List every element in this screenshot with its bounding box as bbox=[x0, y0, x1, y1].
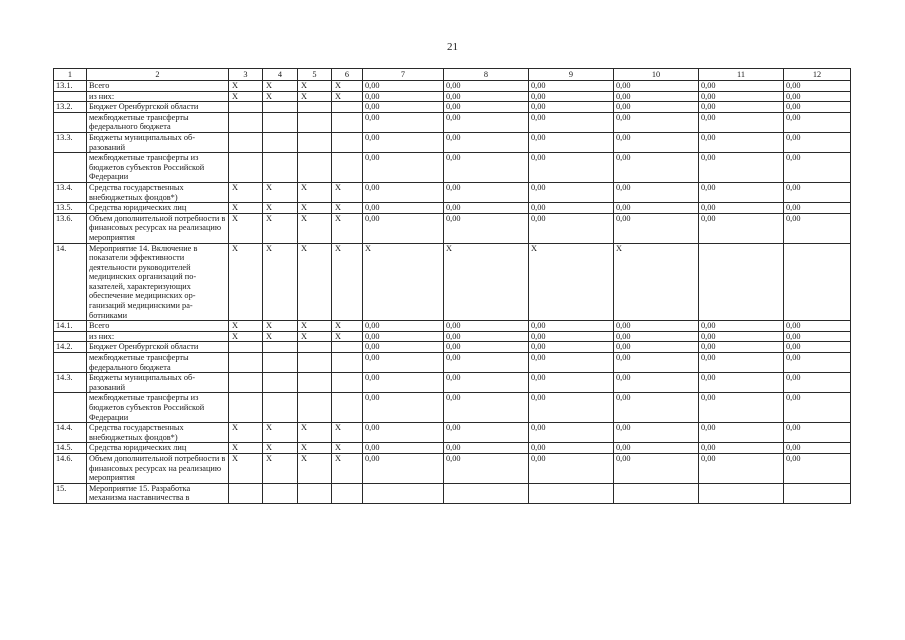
value-cell: 0,00 bbox=[614, 423, 699, 443]
mark-cell: X bbox=[263, 243, 298, 321]
row-label-cell: Объем дополнительной потребности в финансовых ресурсах на реализацию мероприятия bbox=[87, 213, 229, 243]
value-cell: 0,00 bbox=[699, 213, 784, 243]
value-cell: 0,00 bbox=[529, 153, 614, 183]
mark-cell bbox=[298, 112, 332, 132]
value-cell: 0,00 bbox=[444, 353, 529, 373]
value-cell: 0,00 bbox=[614, 102, 699, 113]
mark-cell: X bbox=[298, 203, 332, 214]
mark-cell bbox=[229, 353, 263, 373]
row-number-cell bbox=[54, 393, 87, 423]
mark-cell bbox=[229, 102, 263, 113]
mark-cell: X bbox=[332, 213, 363, 243]
value-cell: 0,00 bbox=[363, 331, 444, 342]
mark-cell bbox=[332, 373, 363, 393]
row-number-cell: 14.4. bbox=[54, 423, 87, 443]
table-row bbox=[54, 182, 851, 202]
mark-cell bbox=[298, 342, 332, 353]
mark-cell: X bbox=[298, 331, 332, 342]
value-cell: 0,00 bbox=[699, 153, 784, 183]
mark-cell: X bbox=[229, 182, 263, 202]
row-label-cell: Всего bbox=[87, 81, 229, 92]
mark-cell: X bbox=[263, 453, 298, 483]
table-row bbox=[54, 353, 851, 373]
row-label-cell: Объем дополнительной потребности в финансовых ресурсах на реализацию мероприятия bbox=[87, 453, 229, 483]
value-cell: 0,00 bbox=[444, 342, 529, 353]
mark-cell: X bbox=[263, 203, 298, 214]
mark-cell bbox=[229, 153, 263, 183]
value-cell: 0,00 bbox=[614, 373, 699, 393]
mark-cell: X bbox=[229, 443, 263, 454]
row-label-cell: Средства юридических лиц bbox=[87, 443, 229, 454]
value-cell: 0,00 bbox=[529, 453, 614, 483]
value-cell bbox=[784, 483, 851, 503]
value-cell: 0,00 bbox=[614, 342, 699, 353]
row-label-cell: Средства юридических лиц bbox=[87, 203, 229, 214]
value-cell: 0,00 bbox=[444, 153, 529, 183]
mark-cell: X bbox=[332, 182, 363, 202]
value-cell: 0,00 bbox=[444, 102, 529, 113]
value-cell: 0,00 bbox=[529, 393, 614, 423]
value-cell: X bbox=[363, 243, 444, 321]
value-cell: 0,00 bbox=[784, 213, 851, 243]
value-cell: 0,00 bbox=[614, 453, 699, 483]
value-cell: 0,00 bbox=[444, 91, 529, 102]
table-row bbox=[54, 453, 851, 483]
row-number-cell: 14.5. bbox=[54, 443, 87, 454]
row-label-cell: межбюджетные трансферты федерального бюджета bbox=[87, 353, 229, 373]
row-number-cell bbox=[54, 112, 87, 132]
value-cell: 0,00 bbox=[784, 91, 851, 102]
mark-cell: X bbox=[332, 443, 363, 454]
mark-cell: X bbox=[229, 423, 263, 443]
value-cell: 0,00 bbox=[444, 393, 529, 423]
mark-cell: X bbox=[229, 243, 263, 321]
value-cell: 0,00 bbox=[784, 112, 851, 132]
mark-cell: X bbox=[332, 321, 363, 332]
value-cell: 0,00 bbox=[614, 182, 699, 202]
value-cell: 0,00 bbox=[363, 132, 444, 152]
mark-cell: X bbox=[263, 91, 298, 102]
value-cell: 0,00 bbox=[614, 81, 699, 92]
mark-cell bbox=[332, 342, 363, 353]
value-cell: 0,00 bbox=[699, 182, 784, 202]
value-cell: 0,00 bbox=[444, 443, 529, 454]
mark-cell bbox=[298, 102, 332, 113]
value-cell: 0,00 bbox=[529, 321, 614, 332]
value-cell: X bbox=[529, 243, 614, 321]
mark-cell bbox=[229, 112, 263, 132]
mark-cell bbox=[263, 342, 298, 353]
value-cell: 0,00 bbox=[363, 213, 444, 243]
row-number-cell: 14.6. bbox=[54, 453, 87, 483]
value-cell bbox=[699, 243, 784, 321]
row-number-cell: 13.3. bbox=[54, 132, 87, 152]
value-cell: 0,00 bbox=[784, 153, 851, 183]
table-row bbox=[54, 321, 851, 332]
value-cell: 0,00 bbox=[784, 342, 851, 353]
value-cell bbox=[784, 243, 851, 321]
table-row bbox=[54, 91, 851, 102]
column-header-6: 6 bbox=[332, 69, 363, 81]
value-cell: 0,00 bbox=[699, 443, 784, 454]
column-header-8: 8 bbox=[444, 69, 529, 81]
value-cell: 0,00 bbox=[363, 373, 444, 393]
value-cell: 0,00 bbox=[784, 393, 851, 423]
budget-table bbox=[53, 68, 851, 504]
value-cell: 0,00 bbox=[699, 321, 784, 332]
value-cell: 0,00 bbox=[699, 112, 784, 132]
value-cell: 0,00 bbox=[699, 132, 784, 152]
mark-cell bbox=[263, 393, 298, 423]
mark-cell: X bbox=[298, 243, 332, 321]
column-header-2: 2 bbox=[87, 69, 229, 81]
row-label-cell: Средства государственных внебюджетных фондов*) bbox=[87, 182, 229, 202]
mark-cell: X bbox=[263, 423, 298, 443]
row-number-cell bbox=[54, 353, 87, 373]
row-label-cell: Бюджет Оренбургской области bbox=[87, 342, 229, 353]
mark-cell bbox=[263, 373, 298, 393]
mark-cell: X bbox=[298, 81, 332, 92]
value-cell: 0,00 bbox=[614, 132, 699, 152]
value-cell: 0,00 bbox=[444, 321, 529, 332]
column-header-9: 9 bbox=[529, 69, 614, 81]
table-row bbox=[54, 112, 851, 132]
table-row bbox=[54, 153, 851, 183]
value-cell: 0,00 bbox=[614, 91, 699, 102]
value-cell: 0,00 bbox=[444, 453, 529, 483]
value-cell: 0,00 bbox=[784, 182, 851, 202]
row-label-cell: из них: bbox=[87, 331, 229, 342]
mark-cell bbox=[229, 483, 263, 503]
mark-cell: X bbox=[229, 331, 263, 342]
value-cell: 0,00 bbox=[784, 132, 851, 152]
value-cell: 0,00 bbox=[784, 443, 851, 454]
value-cell: 0,00 bbox=[363, 393, 444, 423]
mark-cell: X bbox=[298, 321, 332, 332]
row-label-cell: Всего bbox=[87, 321, 229, 332]
row-label-cell: Мероприятие 14. Включение в показатели эффективности деятельности руководителей медицинских организаций показателей, характеризующих обеспечение медицинских организаций медицинскими работниками bbox=[87, 243, 229, 321]
value-cell: 0,00 bbox=[699, 373, 784, 393]
mark-cell bbox=[298, 483, 332, 503]
value-cell: 0,00 bbox=[444, 213, 529, 243]
value-cell: 0,00 bbox=[363, 91, 444, 102]
mark-cell bbox=[229, 373, 263, 393]
row-number-cell bbox=[54, 153, 87, 183]
value-cell: 0,00 bbox=[529, 102, 614, 113]
value-cell: X bbox=[614, 243, 699, 321]
value-cell: 0,00 bbox=[444, 373, 529, 393]
value-cell: 0,00 bbox=[699, 342, 784, 353]
row-number-cell: 14.2. bbox=[54, 342, 87, 353]
mark-cell bbox=[332, 153, 363, 183]
value-cell: 0,00 bbox=[529, 112, 614, 132]
value-cell: 0,00 bbox=[614, 112, 699, 132]
mark-cell: X bbox=[332, 203, 363, 214]
mark-cell bbox=[263, 132, 298, 152]
mark-cell bbox=[229, 132, 263, 152]
row-label-cell: межбюджетные трансферты федерального бюджета bbox=[87, 112, 229, 132]
mark-cell bbox=[229, 342, 263, 353]
value-cell: 0,00 bbox=[699, 331, 784, 342]
value-cell: 0,00 bbox=[699, 353, 784, 373]
table-row bbox=[54, 81, 851, 92]
value-cell: X bbox=[444, 243, 529, 321]
mark-cell: X bbox=[332, 423, 363, 443]
value-cell: 0,00 bbox=[699, 91, 784, 102]
row-number-cell: 14. bbox=[54, 243, 87, 321]
mark-cell: X bbox=[229, 81, 263, 92]
column-header-10: 10 bbox=[614, 69, 699, 81]
mark-cell: X bbox=[332, 243, 363, 321]
value-cell: 0,00 bbox=[363, 453, 444, 483]
value-cell: 0,00 bbox=[784, 453, 851, 483]
mark-cell bbox=[298, 373, 332, 393]
row-label-cell: из них: bbox=[87, 91, 229, 102]
mark-cell: X bbox=[332, 91, 363, 102]
value-cell: 0,00 bbox=[363, 112, 444, 132]
mark-cell: X bbox=[263, 213, 298, 243]
mark-cell: X bbox=[332, 331, 363, 342]
value-cell: 0,00 bbox=[363, 353, 444, 373]
mark-cell: X bbox=[298, 213, 332, 243]
mark-cell bbox=[263, 102, 298, 113]
row-number-cell: 13.6. bbox=[54, 213, 87, 243]
mark-cell bbox=[332, 132, 363, 152]
row-number-cell: 13.4. bbox=[54, 182, 87, 202]
table-row bbox=[54, 203, 851, 214]
mark-cell bbox=[229, 393, 263, 423]
mark-cell: X bbox=[263, 182, 298, 202]
mark-cell: X bbox=[298, 182, 332, 202]
value-cell: 0,00 bbox=[784, 81, 851, 92]
row-number-cell bbox=[54, 91, 87, 102]
column-header-11: 11 bbox=[699, 69, 784, 81]
row-label-cell: межбюджетные трансферты из бюджетов субъектов Российской Федерации bbox=[87, 393, 229, 423]
mark-cell bbox=[298, 393, 332, 423]
mark-cell: X bbox=[332, 81, 363, 92]
mark-cell bbox=[332, 483, 363, 503]
value-cell: 0,00 bbox=[363, 203, 444, 214]
value-cell: 0,00 bbox=[699, 423, 784, 443]
mark-cell: X bbox=[229, 203, 263, 214]
table-row bbox=[54, 393, 851, 423]
row-label-cell: межбюджетные трансферты из бюджетов субъектов Российской Федерации bbox=[87, 153, 229, 183]
column-header-5: 5 bbox=[298, 69, 332, 81]
table-row bbox=[54, 213, 851, 243]
mark-cell bbox=[263, 483, 298, 503]
row-label-cell: Бюджеты муниципальных образований bbox=[87, 132, 229, 152]
row-number-cell bbox=[54, 331, 87, 342]
mark-cell bbox=[332, 393, 363, 423]
mark-cell: X bbox=[298, 443, 332, 454]
value-cell: 0,00 bbox=[529, 353, 614, 373]
value-cell: 0,00 bbox=[699, 81, 784, 92]
value-cell: 0,00 bbox=[363, 342, 444, 353]
value-cell: 0,00 bbox=[529, 91, 614, 102]
column-header-12: 12 bbox=[784, 69, 851, 81]
mark-cell: X bbox=[229, 321, 263, 332]
mark-cell bbox=[263, 353, 298, 373]
page-number: 21 bbox=[447, 41, 458, 53]
value-cell: 0,00 bbox=[784, 423, 851, 443]
mark-cell bbox=[298, 153, 332, 183]
value-cell bbox=[363, 483, 444, 503]
mark-cell: X bbox=[229, 213, 263, 243]
value-cell: 0,00 bbox=[614, 321, 699, 332]
value-cell: 0,00 bbox=[529, 81, 614, 92]
value-cell: 0,00 bbox=[363, 443, 444, 454]
value-cell: 0,00 bbox=[444, 81, 529, 92]
row-number-cell: 14.1. bbox=[54, 321, 87, 332]
row-number-cell: 13.1. bbox=[54, 81, 87, 92]
value-cell: 0,00 bbox=[363, 321, 444, 332]
column-header-4: 4 bbox=[263, 69, 298, 81]
value-cell: 0,00 bbox=[529, 213, 614, 243]
table-row bbox=[54, 342, 851, 353]
mark-cell bbox=[298, 132, 332, 152]
mark-cell bbox=[332, 353, 363, 373]
value-cell: 0,00 bbox=[614, 393, 699, 423]
row-number-cell: 13.5. bbox=[54, 203, 87, 214]
value-cell: 0,00 bbox=[444, 423, 529, 443]
mark-cell: X bbox=[298, 423, 332, 443]
mark-cell: X bbox=[229, 91, 263, 102]
value-cell: 0,00 bbox=[784, 331, 851, 342]
mark-cell bbox=[263, 112, 298, 132]
column-header-7: 7 bbox=[363, 69, 444, 81]
row-label-cell: Бюджет Оренбургской области bbox=[87, 102, 229, 113]
value-cell: 0,00 bbox=[444, 132, 529, 152]
value-cell: 0,00 bbox=[699, 203, 784, 214]
value-cell: 0,00 bbox=[529, 342, 614, 353]
column-header-1: 1 bbox=[54, 69, 87, 81]
value-cell: 0,00 bbox=[614, 153, 699, 183]
value-cell: 0,00 bbox=[363, 182, 444, 202]
row-label-cell: Средства государственных внебюджетных фондов*) bbox=[87, 423, 229, 443]
mark-cell: X bbox=[298, 453, 332, 483]
table-row bbox=[54, 243, 851, 321]
value-cell: 0,00 bbox=[784, 102, 851, 113]
value-cell: 0,00 bbox=[363, 423, 444, 443]
table-header-row bbox=[54, 69, 851, 81]
value-cell: 0,00 bbox=[614, 331, 699, 342]
value-cell: 0,00 bbox=[363, 102, 444, 113]
value-cell: 0,00 bbox=[784, 321, 851, 332]
value-cell: 0,00 bbox=[363, 153, 444, 183]
value-cell: 0,00 bbox=[699, 393, 784, 423]
value-cell bbox=[529, 483, 614, 503]
value-cell: 0,00 bbox=[529, 423, 614, 443]
mark-cell bbox=[332, 102, 363, 113]
table-row bbox=[54, 102, 851, 113]
value-cell: 0,00 bbox=[784, 203, 851, 214]
row-number-cell: 13.2. bbox=[54, 102, 87, 113]
mark-cell bbox=[332, 112, 363, 132]
value-cell: 0,00 bbox=[699, 453, 784, 483]
mark-cell: X bbox=[263, 81, 298, 92]
mark-cell: X bbox=[263, 443, 298, 454]
mark-cell: X bbox=[229, 453, 263, 483]
value-cell: 0,00 bbox=[363, 81, 444, 92]
mark-cell: X bbox=[263, 331, 298, 342]
mark-cell: X bbox=[263, 321, 298, 332]
value-cell: 0,00 bbox=[784, 353, 851, 373]
value-cell bbox=[444, 483, 529, 503]
value-cell: 0,00 bbox=[614, 213, 699, 243]
value-cell: 0,00 bbox=[444, 331, 529, 342]
value-cell: 0,00 bbox=[529, 203, 614, 214]
value-cell: 0,00 bbox=[699, 102, 784, 113]
table-row bbox=[54, 373, 851, 393]
value-cell: 0,00 bbox=[529, 443, 614, 454]
value-cell bbox=[614, 483, 699, 503]
table-row bbox=[54, 331, 851, 342]
mark-cell: X bbox=[332, 453, 363, 483]
row-label-cell: Бюджеты муниципальных образований bbox=[87, 373, 229, 393]
table-row bbox=[54, 483, 851, 503]
value-cell bbox=[699, 483, 784, 503]
column-header-3: 3 bbox=[229, 69, 263, 81]
mark-cell: X bbox=[298, 91, 332, 102]
table-row bbox=[54, 132, 851, 152]
row-label-cell: Мероприятие 15. Разработка механизма наставничества в bbox=[87, 483, 229, 503]
value-cell: 0,00 bbox=[444, 112, 529, 132]
value-cell: 0,00 bbox=[529, 182, 614, 202]
row-number-cell: 15. bbox=[54, 483, 87, 503]
table-row bbox=[54, 423, 851, 443]
mark-cell bbox=[263, 153, 298, 183]
mark-cell bbox=[298, 353, 332, 373]
value-cell: 0,00 bbox=[784, 373, 851, 393]
value-cell: 0,00 bbox=[529, 373, 614, 393]
row-number-cell: 14.3. bbox=[54, 373, 87, 393]
value-cell: 0,00 bbox=[614, 443, 699, 454]
table-row bbox=[54, 443, 851, 454]
value-cell: 0,00 bbox=[444, 203, 529, 214]
value-cell: 0,00 bbox=[444, 182, 529, 202]
value-cell: 0,00 bbox=[529, 331, 614, 342]
value-cell: 0,00 bbox=[614, 353, 699, 373]
value-cell: 0,00 bbox=[529, 132, 614, 152]
value-cell: 0,00 bbox=[614, 203, 699, 214]
